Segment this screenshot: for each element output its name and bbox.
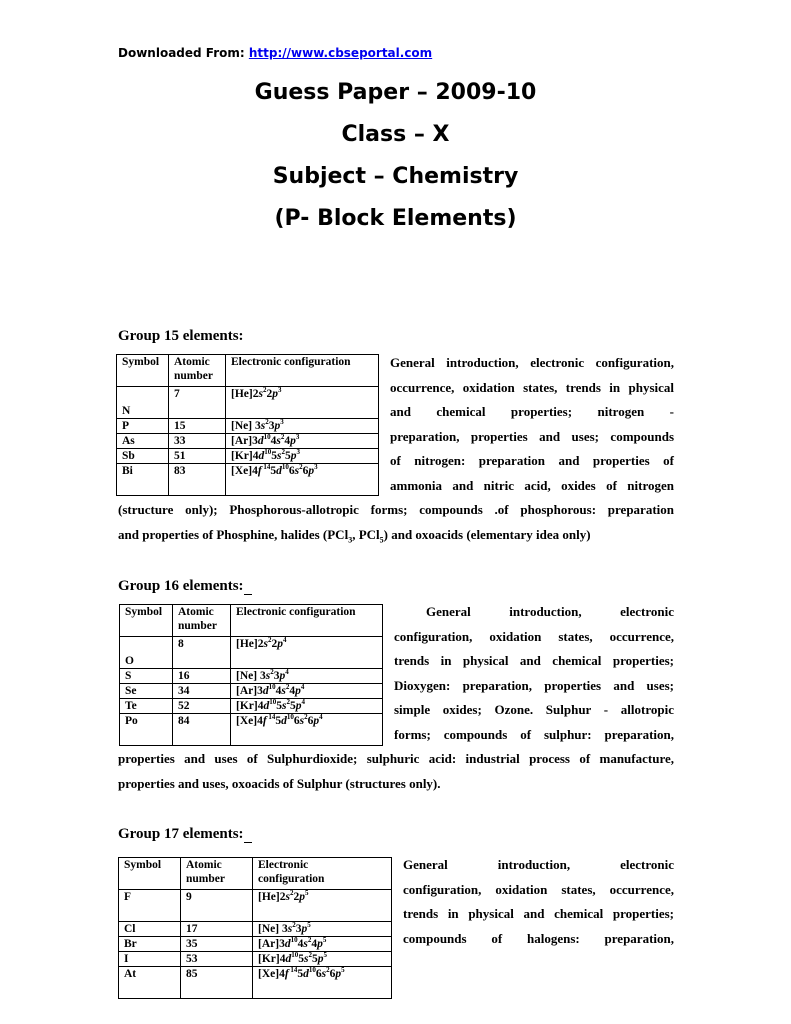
download-source: [118, 46, 432, 60]
col-atomic-header: Atomic number: [169, 355, 226, 387]
group16-side-text: General introduction, electronic configuration, oxidation states, occurrence, trends in physical and chemical properties; Dioxygen: preparation, properties and uses; simple oxides; Ozone. Sulphur - allotropic forms; compounds of sulphur: preparation,: [394, 604, 674, 742]
table-row: Te 52 $[Kr]4d^{10}5s^25p^4$: [120, 699, 383, 714]
table-row: Bi 83 [Xe]4f $^{14}5d^{10}6s^26p^3$: [117, 464, 379, 496]
title-topic: (P- Block Elements): [274, 206, 517, 231]
table-row: Cl 17 [Ne] $3s^23p^5$: [119, 922, 392, 937]
table-row: S 16 [Ne] $3s^23p^4$: [120, 669, 383, 684]
col-symbol-header: Symbol: [120, 605, 173, 637]
table-row: Po 84 [Xe]4f $^{14}5d^{10}6s^26p^4$: [120, 714, 383, 746]
group17-table: [118, 857, 392, 999]
col-atomic-header: Atomic number: [181, 858, 253, 890]
col-config-header: Electronic configuration: [253, 858, 392, 890]
table-row: P 15 [Ne] $3s^23p^3$: [117, 419, 379, 434]
col-config-header: Electronic configuration: [231, 605, 383, 637]
group16-table: [119, 604, 383, 746]
group17-side-text: General introduction, electronic configuration, oxidation states, occurrence, trends in physical and chemical properties; compounds of halogens: preparation,: [403, 857, 674, 946]
col-config-header: Electronic configuration: [226, 355, 379, 387]
table-row: Sb 51 $[Kr]4d^{10}5s^25p^3$: [117, 449, 379, 464]
source-link[interactable]: http://www.cbseportal.com: [248, 46, 433, 60]
col-symbol-header: Symbol: [117, 355, 169, 387]
downloaded-label: Downloaded From:: [118, 46, 249, 60]
group15-side-text: General introduction, electronic configuration, occurrence, oxidation states, trends in physical and chemical properties; nitrogen - preparation, properties and uses; compounds of nitrogen: preparation and properties of ammonia and nitric acid, oxides of nitrogen: [390, 355, 674, 493]
table-row: At 85 [Xe]4f $^{14}5d^{10}6s^26p^5$: [119, 967, 392, 999]
title-subject: Subject – Chemistry: [272, 164, 519, 189]
table-row: O 8 $[He]2s^22p^4$: [120, 637, 383, 669]
table-row: Se 34 $[Ar]3d^{10}4s^24p^4$: [120, 684, 383, 699]
table-row: I 53 $[Kr]4d^{10}5s^25p^5$: [119, 952, 392, 967]
col-atomic-header: Atomic number: [173, 605, 231, 637]
table-row: N 7 $[He]2s^22p^3$: [117, 387, 379, 419]
group16-full-text: properties and uses of Sulphurdioxide; sulphuric acid: industrial process of manufacture, properties and uses, oxoacids of Sulphur (structures only).: [118, 751, 674, 791]
table-row: As 33 $[Ar]3d^{10}4s^24p^3$: [117, 434, 379, 449]
title-class: Class – X: [341, 122, 450, 147]
table-row: F 9 $[He]2s^22p^5$: [119, 890, 392, 922]
title-paper: Guess Paper – 2009-10: [254, 80, 537, 105]
group15-heading: Group 15 elements:: [118, 328, 244, 344]
group15-table: [116, 354, 379, 496]
group16-heading: Group 16 elements:: [118, 578, 252, 595]
group17-heading: Group 17 elements:: [118, 826, 252, 843]
group15-full-text: (structure only); Phosphorous-allotropic forms; compounds .of phosphorous: preparation and properties of Phosphine, halides (PCl$_3$, PCl$_5$) and oxoacids (elementary idea only): [118, 502, 674, 545]
table-row: Br 35 $[Ar]3d^{10}4s^24p^5$: [119, 937, 392, 952]
col-symbol-header: Symbol: [119, 858, 181, 890]
